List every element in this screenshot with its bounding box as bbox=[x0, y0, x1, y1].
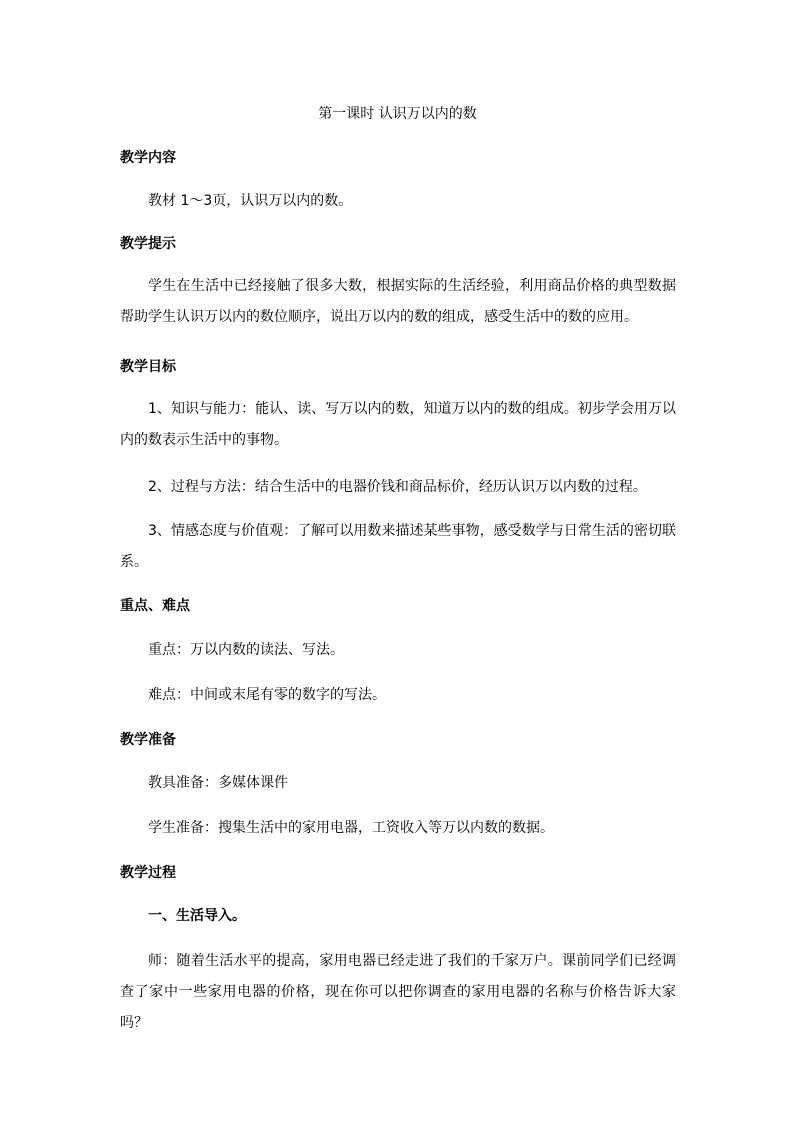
paragraph-goal-2: 2、过程与方法：结合生活中的电器价钱和商品标价，经历认识万以内数的过程。 bbox=[148, 479, 647, 495]
paragraph-student-preparation: 学生准备：搜集生活中的家用电器，工资收入等万以内数的数据。 bbox=[148, 820, 554, 836]
paragraph-teacher-intro: 师：随着生活水平的提高，家用电器已经走进了我们的千家万户。课前同学们已经调查了家中一些家用电器的价格，现在你可以把你调查的家用电器的名称与价格告诉大家吗？ bbox=[120, 953, 676, 1031]
heading-teaching-tips: 教学提示 bbox=[120, 236, 176, 252]
heading-preparation: 教学准备 bbox=[120, 732, 176, 748]
paragraph-difficult-point: 难点：中间或末尾有零的数字的写法。 bbox=[148, 687, 386, 703]
heading-teaching-content: 教学内容 bbox=[120, 150, 176, 166]
paragraph-teaching-content: 教材 1～3页，认识万以内的数。 bbox=[148, 193, 353, 209]
heading-key-points: 重点、难点 bbox=[120, 598, 190, 614]
heading-teaching-goals: 教学目标 bbox=[120, 359, 176, 375]
subheading-life-intro: 一、生活导入。 bbox=[148, 908, 246, 924]
paragraph-key-point: 重点：万以内数的读法、写法。 bbox=[148, 642, 344, 658]
heading-teaching-process: 教学过程 bbox=[120, 865, 176, 881]
paragraph-goal-3: 3、情感态度与价值观：了解可以用数来描述某些事物，感受数学与日常生活的密切联系。 bbox=[120, 523, 676, 570]
paragraph-teaching-tips: 学生在生活中已经接触了很多大数，根据实际的生活经验，利用商品价格的典型数据帮助学生认识万以内的数位顺序，说出万以内的数的组成，感受生活中的数的应用。 bbox=[120, 278, 676, 325]
paragraph-teacher-preparation: 教具准备：多媒体课件 bbox=[148, 775, 288, 791]
paragraph-goal-1: 1、知识与能力：能认、读、写万以内的数，知道万以内的数的组成。初步学会用万以内的数表示生活中的事物。 bbox=[120, 401, 676, 448]
document-title: 第一课时 认识万以内的数 bbox=[318, 106, 477, 122]
